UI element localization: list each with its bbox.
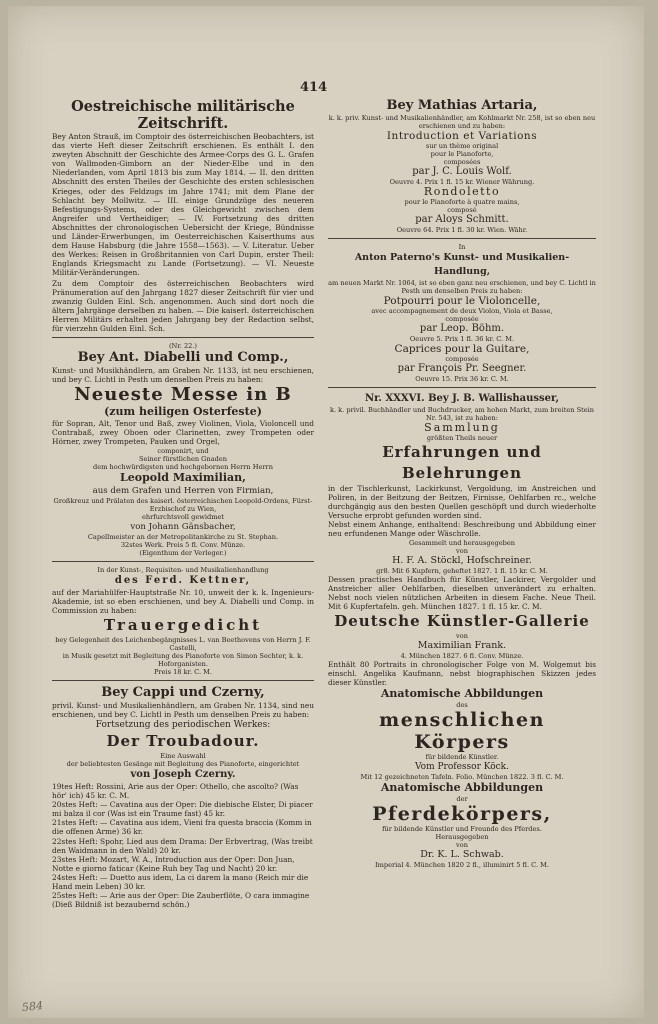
trauer-title: Trauergedicht — [103, 615, 263, 634]
gr8: gr8. Mit 6 Kupfern, geheftet 1827. 1 fl. 15 kr. C. M. — [376, 566, 548, 575]
trauer-price: Preis 18 kr. C. M. — [153, 667, 213, 676]
wolf: par J. C. Louis Wolf. — [412, 166, 512, 177]
right-column — [328, 98, 596, 1008]
list-item: 21stes Heft: — Cavatina aus idem, Vieni fra questa braccia (Komm in die offenen Arme) 36 kr. — [52, 818, 312, 837]
von: von — [456, 546, 468, 555]
pferde-sub: für bildende Künstler und Freunde des Pferdes. — [382, 825, 542, 834]
divider — [328, 238, 596, 239]
gallerie: Deutsche Künstler-Gallerie — [334, 611, 590, 630]
divider — [52, 561, 314, 562]
zeitschrift-title: Oestreichische militärische Zeitschrift. — [71, 98, 295, 132]
leopold: Leopold Maximilian, — [120, 470, 246, 484]
composee: composée — [445, 315, 479, 323]
erfahrungen-body: in der Tischlerkunst, Lackirkunst, Vergoldung, im Anstreichen und Poliren, in der Beitzung der Beitzen, Firnisse, Oehlfarben rc., welche durchgängig aus den besten Quellen geschöpft und durch wiederholte Versuche erprobt gefunden worden sind. — [328, 484, 596, 521]
bildende: für bildende Künstler. — [425, 753, 499, 762]
pour-4: pour le Pianoforte à quatre mains, — [404, 198, 520, 206]
eigentum: (Eigenthum der Verleger.) — [139, 548, 227, 557]
list-item: 22stes Heft: Spohr, Lied aus dem Drama: Der Erbvertrag, (Was treibt den Waidmann in den Wald) 20 kr. — [52, 836, 313, 855]
rondoletto: Rondoletto — [423, 185, 501, 198]
aus-dem: aus dem Grafen und Herren von Firmian, — [92, 485, 274, 496]
kunst-intro: In der Kunst-, Requisiten- und Musikalienhandlung — [97, 565, 269, 574]
des: des — [456, 701, 468, 710]
componirt: componirt, und — [157, 446, 209, 455]
oeuvre-4: Oeuvre 4. Prix 1 fl. 15 kr. Wiener Währung. — [389, 178, 535, 186]
cappi-sub: privil. Kunst- und Musikalienhändlern, am Graben Nr. 1134, sind neu erschienen, und bey C. Lichtl in Pesth um denselben Preis zu haben: — [52, 700, 314, 719]
gesammelt: Gesammelt und herausgegeben — [408, 538, 516, 547]
erfahrungen: Erfahrungen und Belehrungen — [382, 443, 542, 482]
wallis-sub: k. k. privil. Buchhändler und Buchdrucker, am hohen Markt, zum breiten Stein Nr. 543, ist zu haben: — [329, 406, 595, 422]
paterno-sub: am neuen Markt Nr. 1064, ist so eben ganz neu erschienen, und bey C. Lichtl in Pesth um denselben Preis zu haben: — [328, 279, 596, 295]
koeck: Vom Professor Köck. — [415, 762, 509, 773]
composer: von Johann Gänsbacher, — [130, 521, 236, 532]
ehrfurcht: ehrfurchtsvoll gewidmet — [141, 512, 225, 521]
introduction: Introduction et Variations — [386, 130, 538, 142]
von-3: von — [456, 841, 468, 850]
trauer-sub2: in Musik gesetzt mit Begleitung des Pianoforte von Simon Sechter, k. k. Hoforganisten. — [62, 651, 304, 668]
groesten: größten Theils neuer — [426, 434, 498, 442]
nr-22: (Nr. 22.) — [168, 342, 198, 351]
potpourri: Potpourri pour le Violoncelle, — [383, 295, 541, 307]
divider — [52, 337, 314, 338]
compose: composé — [447, 206, 477, 214]
werk-price: 32stes Werk. Preis 5 fl. Conv. Münze. — [120, 540, 246, 549]
list-item: 25stes Heft: — Arie aus der Oper: Die Zauberflöte, O cara immagine (Dieß Bildniß ist bezaubernd schön.) — [52, 891, 310, 910]
divider — [328, 387, 596, 388]
frank-sub: 4. München 1827. 6 fl. Conv. Münze. — [400, 651, 524, 660]
seegner: par François Pr. Seegner. — [397, 363, 527, 374]
troub-sub1: Eine Auswahl — [160, 752, 206, 760]
artaria-sub: k. k. priv. Kunst- und Musikalienhändler, am Kohlmarkt Nr. 258, ist so eben neu erschienen und zu haben: — [328, 114, 596, 130]
composee-2: composée — [445, 355, 479, 363]
von-2: von — [456, 631, 468, 640]
koerpers: menschlichen Körpers — [379, 709, 545, 754]
list-item: 23stes Heft: Mozart, W. A., Introduction aus der Oper: Don Juan, Notte e giorno faticar (Keine Ruh bey Tag und Nacht) 20 kr. — [52, 854, 295, 873]
oeuvre-64: Oeuvre 64. Prix 1 fl. 30 kr. Wien. Währ. — [396, 226, 528, 234]
schmitt: par Aloys Schmitt. — [415, 214, 509, 225]
paterno: Anton Paterno's Kunst- und Musikalien-Handlung, — [354, 252, 570, 277]
in: In — [458, 243, 466, 251]
sammlung: Sammlung — [424, 421, 500, 434]
diabelli-sub: Kunst- und Musikhändlern, am Graben Nr. 1133, ist neu erschienen, und bey C. Lichtl in Pesth um denselben Preis zu haben: — [52, 366, 314, 385]
schwab: Dr. K. L. Schwab. — [420, 849, 504, 861]
wallis-title: Nr. XXXVI. Bey J. B. Wallishausser, — [364, 393, 560, 404]
messe-title: Neueste Messe in B — [74, 384, 292, 406]
cappi-title: Bey Cappi und Czerny, — [101, 684, 265, 700]
anatomische-2: Anatomische Abbildungen — [380, 781, 544, 795]
kettner-sub: auf der Mariahülfer-Hauptstraße Nr. 10, unweit der k. k. Ingenieurs-Akademie, ist so eben erschienen, und bey A. Diabelli und Comp. in Commission zu haben: — [52, 587, 314, 615]
imperial: Imperial 4. München 1820 2 fl., illuminirt 5 fl. C. M. — [375, 861, 549, 870]
oeuvre-15: Oeuvre 15. Prix 36 kr. C. M. — [415, 375, 509, 383]
potpourri-sub: avec accompagnement de deux Violon, Viola et Basse, — [371, 307, 553, 315]
newspaper-page — [8, 6, 644, 1018]
caprices: Caprices pour la Guitare, — [394, 343, 530, 355]
herausgegeben: Herausgegeben — [435, 833, 489, 842]
kettner: des Ferd. Kettner, — [114, 574, 252, 586]
czerny: von Joseph Czerny. — [130, 769, 236, 780]
trauer-sub: bey Gelegenheit des Leichenbegängnisses L. van Beethovens von Herrn J. F. Castelli, — [55, 635, 311, 652]
anatomische-1: Anatomische Abbildungen — [380, 687, 544, 701]
der: der — [456, 795, 468, 804]
sur: sur un thème original — [425, 142, 499, 150]
oeuvre-5: Oeuvre 5. Prix 1 fl. 36 kr. C. M. — [409, 335, 515, 343]
kreuz: Großkreuz und Prälaten des kaiserl. österreichischen Leopold-Ordens, Fürst-Erzbischof zu Wien, — [53, 496, 313, 513]
hefte-list — [52, 782, 314, 909]
composees: composées — [443, 158, 481, 166]
left-column — [52, 98, 314, 1008]
zeitschrift-body: Bey Anton Strauß, im Comptoir des österreichischen Beobachters, ist das vierte Heft dieser Zeitschrift erschienen. Es enthält I. den zweyten Abschnitt der Geschichte des Armee-Corps des G. L. Grafen von Wallmoden-Gimborn an der Nieder-Elbe und in den Niederlanden, vom April 1813 bis zum May 1814. — II. den dritten Abschnitt des ersten Theiles der Geschichte des ersten schlesischen Krieges, oder des Feldzugs im Jahre 1741; mit dem Plane der Schlacht bey Mollwitz. — III. einige Grundzüge des neueren Befestigungs-Systems, oder des Gleichgewicht zwischen dem Angreifer und Vertheidiger; — IV. Fortsetzung des dritten Abschnittes der chronologischen Uebersicht der Kriege, Bündnisse und Länder-Erwerbungen, im Oesterreichischen Kaiserthums aus dem Hause Habsburg (die Jahre 1558—1563). — V. Literatur. Ueber des Werkes: Reisen in Großbritannien von Carl Dupin, erster Theil: Englands Kriegsmacht zu Lande (Fortsetzung). — VI. Neueste Militär-Veränderungen. — [52, 132, 314, 278]
messe-body: für Sopran, Alt, Tenor und Baß, zwey Violinen, Viola, Violoncell und Contrabaß, zwey Oboen oder Clarinetten, zwey Trompeten oder Hörner, zwey Trompeten, Pauken und Orgel, — [52, 419, 314, 447]
troubadour: Der Troubadour. — [106, 732, 260, 750]
list-item: 19tes Heft: Rossini, Arie aus der Oper: Othello, che ascolto? (Was hör' ich) 45 kr. C. M. — [52, 782, 299, 801]
diabelli-title: Bey Ant. Diabelli und Comp., — [77, 350, 289, 366]
messe-sub: (zum heiligen Osterfeste) — [104, 405, 262, 419]
zeitschrift-body-2: Zu dem Comptoir des österreichischen Beobachters wird Pränumeration auf den Jahrgang 1827 dieser Zeitschrift für vier und zwanzig Gulden Einl. Sch. angenommen. Auch sind dort noch die ältern Jahrgänge derselben zu haben. — Die kaiserl. österreichischen Herren Militärs erhalten jeden Jahrgang bey der Redaction selbst, für vierzehn Gulden Einl. Sch. — [52, 278, 314, 333]
pferdekoerpers: Pferdekörpers, — [372, 803, 552, 826]
divider — [52, 680, 314, 681]
fortsetzung: Fortsetzung des periodischen Werkes: — [95, 720, 271, 730]
bohm: par Leop. Böhm. — [419, 323, 505, 334]
troub-sub2: der beliebtesten Gesänge mit Begleitung des Pianoforte, eingerichtet — [66, 760, 300, 768]
dem: dem hochwürdigsten und hochgebornen Herrn Herrn — [93, 462, 273, 471]
artaria-title: Bey Mathias Artaria, — [386, 98, 538, 113]
page-number: 414 — [300, 80, 328, 95]
seiner: Seiner fürstlichen Gnaden — [138, 454, 227, 463]
stoeckl: H. F. A. Stöckl, Hofschreiner. — [392, 554, 532, 566]
koeck-sub: Mit 12 gezeichneten Tafeln. Folio. München 1822. 3 fl. C. M. — [360, 773, 564, 782]
frank-body: Enthält 80 Portraits in chronologischer Folge von M. Wolgemut bis einschl. Angelika Kaufmann, nebst biographischen Skizzen jedes dieser Künstler. — [328, 659, 596, 688]
pour: pour le Pianoforte, — [430, 150, 494, 158]
dessen: Dessen practisches Handbuch für Künstler, Lackirer, Vergolder und Anstreicher aller Oehlfarben, dieselben unverändert zu erhalten. Nebst noch vielen nützlichen Arbeiten in diesem Fache. Neue Theil. Mit 6 Kupfertafeln. geh. München 1827. 1 fl. 15 kr. C. M. — [328, 574, 596, 611]
frank: Maximilian Frank. — [417, 639, 507, 651]
kapellmeister: Capellmeister an der Metropolitankirche zu St. Stephan. — [87, 532, 279, 541]
nebst: Nebst einem Anhange, enthaltend: Beschreibung und Abbildung einer neu erfundenen Mange oder Wäschrolle. — [328, 520, 596, 539]
handwritten-number: 584 — [21, 998, 44, 1015]
list-item: 20stes Heft: — Cavatina aus der Oper: Die diebische Elster, Di piacer mi balza il cor (Was ist ein Traume fast) 45 kr. — [52, 800, 313, 819]
list-item: 24stes Heft: — Duetto aus idem, La ci darem la mano (Reich mir die Hand mein Leben) 30 kr. — [52, 872, 309, 892]
